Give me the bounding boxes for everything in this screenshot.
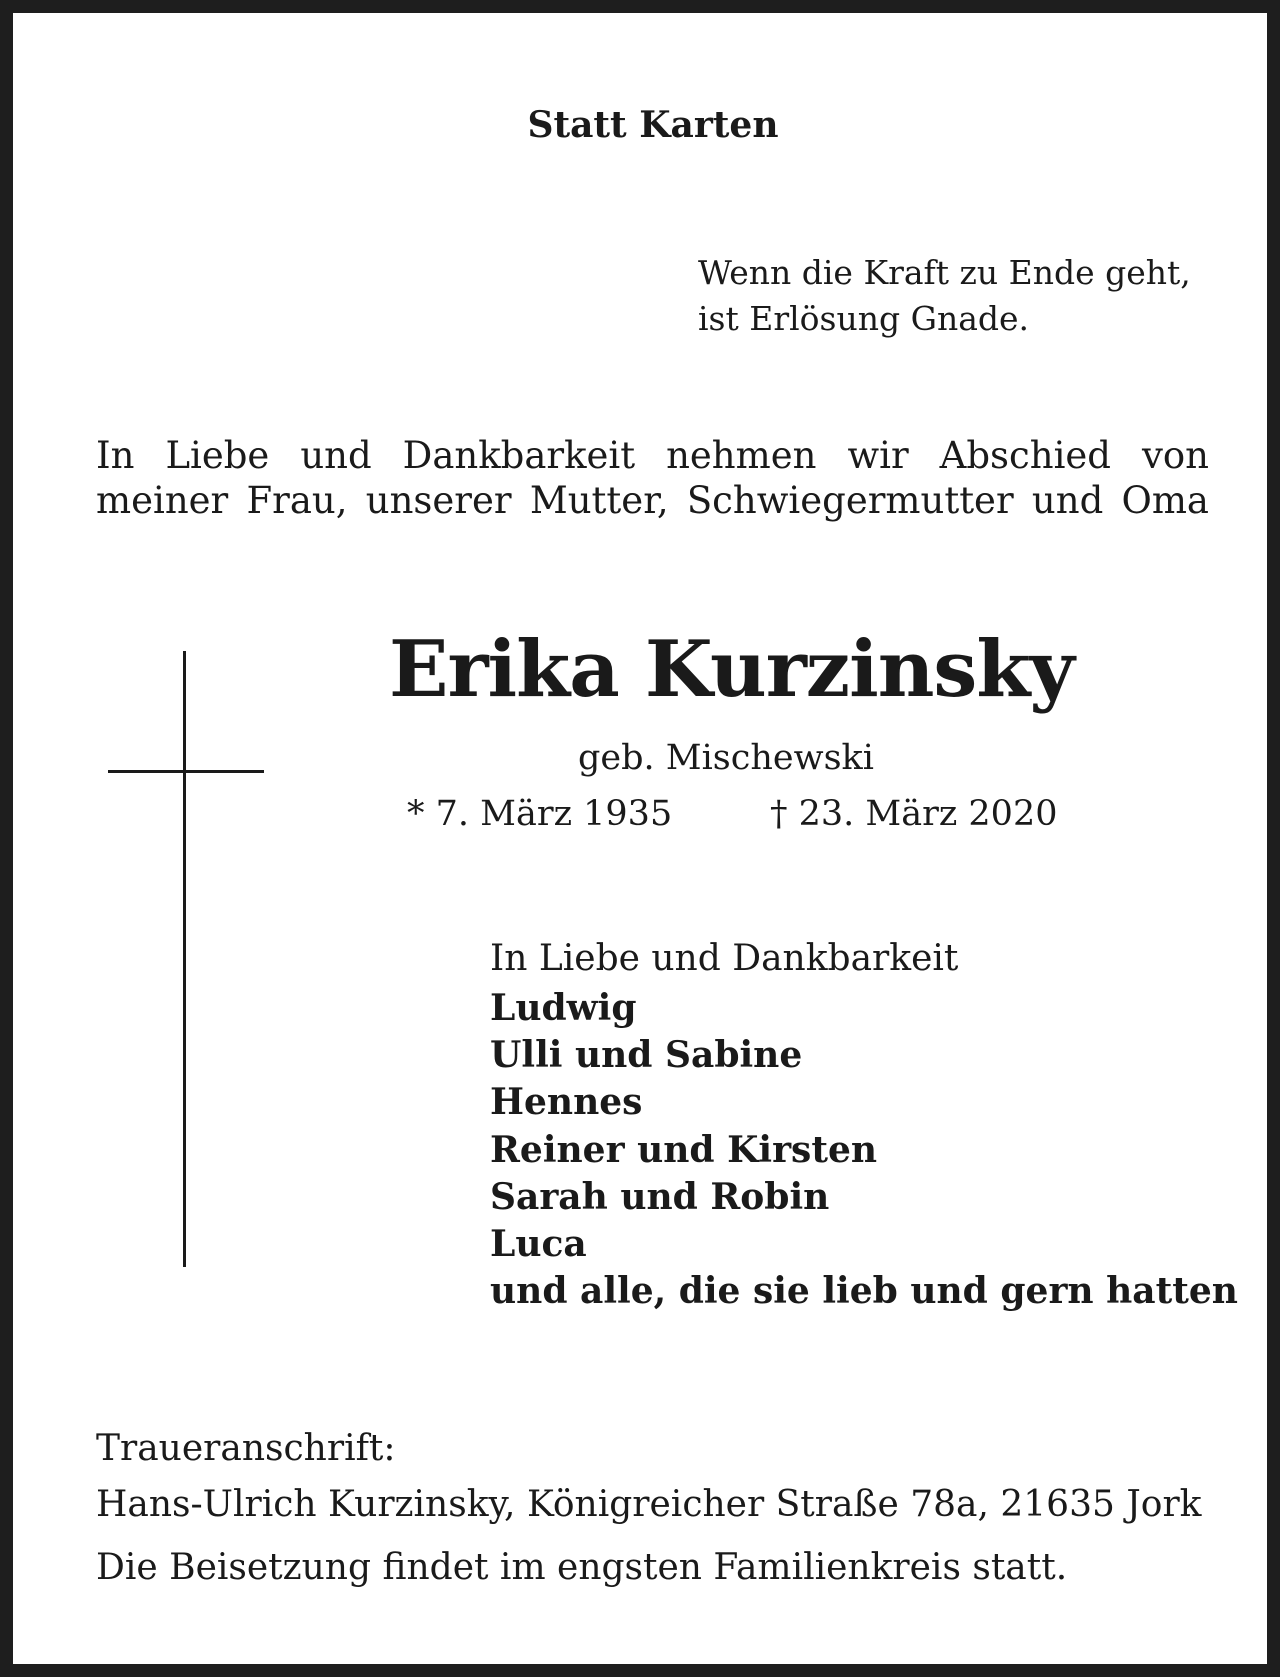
birth-date: * 7. März 1935: [407, 794, 673, 834]
mourner-name: Hennes: [490, 1081, 643, 1124]
mourning-address: [96, 1421, 1201, 1533]
intro-line-2: meiner Frau, unserer Mutter, Schwiegermutter und Oma: [96, 479, 1209, 522]
death-date: † 23. März 2020: [770, 794, 1058, 834]
mourner-name: Sarah und Robin: [490, 1175, 830, 1218]
quote-line-2: ist Erlösung Gnade.: [698, 299, 1030, 338]
mourner-name: und alle, die sie lieb und gern hatten: [490, 1270, 1238, 1313]
address-text: Hans-Ulrich Kurzinsky, Königreicher Straße 78a, 21635 Jork: [96, 1484, 1202, 1525]
mourners-block: [490, 933, 1238, 1315]
header-statt-karten: Statt Karten: [527, 104, 779, 146]
quote: [698, 250, 1191, 342]
cross-horizontal-bar: [108, 770, 264, 773]
cross-vertical-bar: [183, 651, 186, 1267]
mourner-name: Reiner und Kirsten: [490, 1128, 878, 1171]
deceased-name: Erika Kurzinsky: [389, 624, 1074, 715]
intro-line-1: In Liebe und Dankbarkeit nehmen wir Abschied von: [96, 434, 1209, 477]
burial-note: Die Beisetzung findet im engsten Familienkreis statt.: [96, 1547, 1068, 1588]
address-label: Traueranschrift:: [96, 1428, 396, 1469]
mourner-name: Ulli und Sabine: [490, 1034, 803, 1077]
mourner-name: Ludwig: [490, 987, 637, 1029]
intro-text: [96, 433, 1209, 523]
maiden-name: geb. Mischewski: [578, 738, 874, 778]
mourners-names: [490, 985, 1238, 1315]
quote-line-1: Wenn die Kraft zu Ende geht,: [698, 253, 1191, 292]
mourners-closing: In Liebe und Dankbarkeit: [490, 938, 959, 979]
mourner-name: Luca: [490, 1223, 587, 1266]
